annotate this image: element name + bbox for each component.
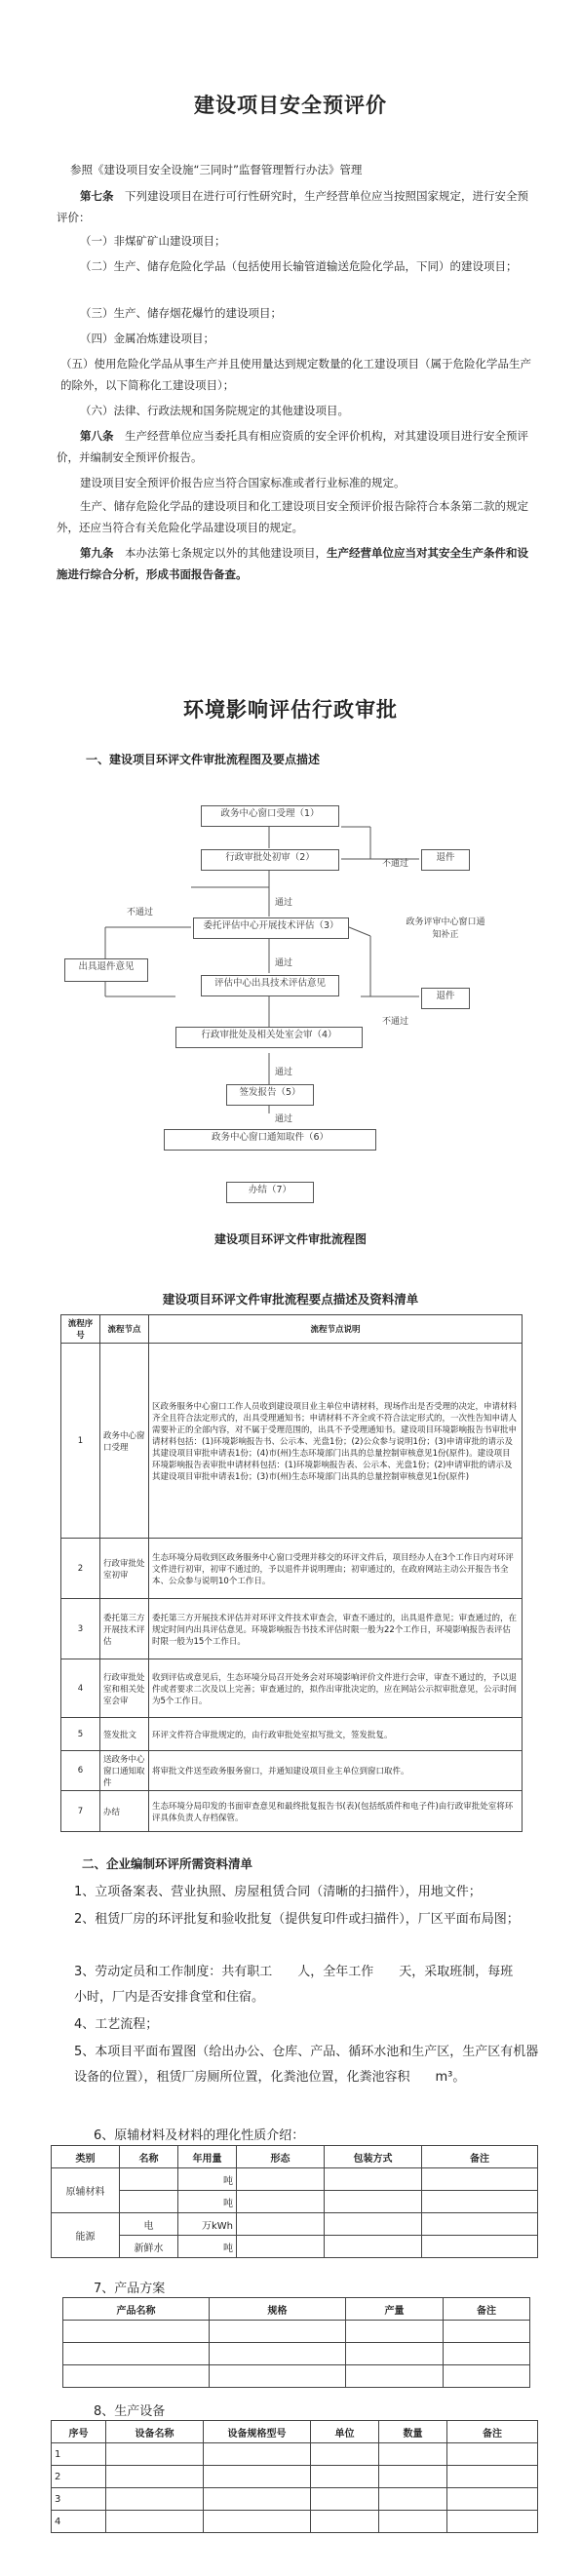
cell[interactable]: [444, 2321, 530, 2343]
materials-table-header: [52, 2146, 538, 2168]
flow-node-4: 评估中心出具技术评估意见: [201, 975, 339, 996]
cell-form[interactable]: [237, 2191, 325, 2213]
cell[interactable]: [204, 2466, 311, 2488]
product-table: [62, 2297, 530, 2388]
materials-table: [51, 2145, 538, 2258]
process-table-header: [61, 1315, 523, 1344]
cell-unit: 吨: [178, 2168, 237, 2191]
cell[interactable]: [444, 2343, 530, 2365]
section-1-heading: 一、建设项目环评文件审批流程图及要点描述: [86, 753, 321, 766]
cell[interactable]: [379, 2511, 447, 2533]
item-6: （六）法律、行政法规和国务院规定的其他建设项目。: [80, 404, 349, 417]
cell[interactable]: [311, 2511, 379, 2533]
cell-form[interactable]: [237, 2168, 325, 2191]
table-row: [52, 2236, 538, 2258]
cell[interactable]: [346, 2365, 444, 2388]
th-seq: 序号: [52, 2421, 106, 2443]
cell[interactable]: [204, 2511, 311, 2533]
cell[interactable]: [106, 2488, 204, 2511]
equipment-table: [51, 2420, 538, 2533]
cell-category: 原辅材料: [52, 2168, 120, 2213]
cell-unit: 吨: [178, 2236, 237, 2258]
cell[interactable]: [63, 2321, 210, 2343]
cell[interactable]: [106, 2511, 204, 2533]
row-desc: 区政务服务中心窗口工作人员收到建设项目业主单位申请材料，现场作出是否受理的决定，申请材料齐全且符合法定形式的，出具受理通知书；申请材料不齐全或不符合法定形式的，一次性告知申请人需要补正的全部内容，对不属于受理范围的，出具不予受理通知书。建设项目环境影响报告书审批申请材料包括：(1)环境影响报告书、公示本、光盘1份；(2)公众参与说明1份；(3)申请审批的请示及其建设项目审批申请表1份；(4)市(州)生态环境部门出具的总量控制审核意见1份(原件)。建设项目环境影响报告表审批申请材料包括：(1)环境影响报告表、公示本、光盘1份；(2)申请审批的请示及其建设项目审批申请表1份；(3)市(州)生态环境部门出具的总量控制审核意见1份(原件): [149, 1344, 523, 1539]
cell-seq: 3: [52, 2488, 106, 2511]
th-output: 产量: [346, 2298, 444, 2321]
article-7: [57, 185, 534, 228]
th-desc: 流程节点说明: [149, 1315, 523, 1344]
table-row: [52, 2511, 538, 2533]
article-9: [57, 542, 534, 585]
table-row: [52, 2443, 538, 2466]
table-row: [52, 2191, 538, 2213]
cell-form[interactable]: [237, 2213, 325, 2236]
row-desc: 生态环境分局收到区政务服务中心窗口受理并移交的环评文件后，项目经办人在3个工作日内对环评文件进行初审，初审不通过的，予以退件并说明理由；初审通过的，在政府网站主动公开报告书全本、公众参与说明10个工作日。: [149, 1539, 523, 1599]
cell-pack[interactable]: [325, 2236, 422, 2258]
cell[interactable]: [379, 2488, 447, 2511]
cell[interactable]: [204, 2443, 311, 2466]
cell-name: 新鲜水: [120, 2236, 178, 2258]
chem-paragraph: 生产、储存危险化学品的建设项目和化工建设项目安全预评价报告除符合本条第二款的规定外，还应当符合有关危险化学品建设项目的规定。: [57, 499, 528, 534]
th-equip-name: 设备名称: [106, 2421, 204, 2443]
article-7-text: 下列建设项目在进行可行性研究时，生产经营单位应当按照国家规定，进行安全预评价：: [57, 189, 528, 224]
cell[interactable]: [346, 2321, 444, 2343]
article-8: [57, 425, 534, 468]
row-no: 6: [61, 1751, 100, 1791]
table-row: [52, 2168, 538, 2191]
cell[interactable]: [63, 2343, 210, 2365]
row-desc: 生态环境分局印发的书面审查意见和最终批复报告书(表)(包括纸质件和电子件)由行政审批处室将环评具体负责人存档保管。: [149, 1791, 523, 1832]
table-row: [52, 2213, 538, 2236]
doc-title-env: 环境影响评估行政审批: [183, 698, 398, 722]
cell[interactable]: [447, 2466, 538, 2488]
table-row: [61, 1718, 523, 1751]
list2-item-1: 1、立项备案表、营业执照、房屋租赁合同（清晰的扫描件），用地文件；: [74, 1885, 482, 1899]
row-node: 行政审批处室初审: [100, 1539, 149, 1599]
item-2: （二）生产、储存危险化学品（包括使用长输管道输送危险化学品，下同）的建设项目；: [80, 259, 518, 273]
table-row: [63, 2365, 530, 2388]
row-node: 委托第三方开展技术评估: [100, 1599, 149, 1659]
flow-node-8: 办结（7）: [226, 1182, 314, 1203]
article-9-label: 第九条: [80, 546, 114, 560]
flow-label-fail-1: 不通过: [382, 859, 409, 869]
flow-reject-1: 退件: [421, 849, 470, 871]
cell[interactable]: [311, 2443, 379, 2466]
row-desc: 将审批文件送至政务服务窗口，并通知建设项目业主单位到窗口取件。: [149, 1751, 523, 1791]
th-category: 类别: [52, 2146, 120, 2168]
equipment-table-header: [52, 2421, 538, 2443]
cell-seq: 4: [52, 2511, 106, 2533]
row-desc: 收到评估或意见后，生态环境分局召开处务会对环境影响评价文件进行会审，审查不通过的，予以退件或者要求二次及以上完善；审查通过的，拟作出审批决定的，应在网站公示拟审批意见，公示时间为5个工作日。: [149, 1659, 523, 1718]
row-node: 签发批文: [100, 1718, 149, 1751]
item-5: （五）使用危险化学品从事生产并且使用量达到规定数量的化工建设项目（属于危险化学品生产的除外，以下简称化工建设项目）；: [60, 357, 531, 392]
cell-category: 能源: [52, 2213, 120, 2258]
th-name: 名称: [120, 2146, 178, 2168]
cell-remark[interactable]: [422, 2168, 538, 2191]
cell-seq: 2: [52, 2466, 106, 2488]
cell-form[interactable]: [237, 2236, 325, 2258]
flow-reject-opinion: 出具退件意见: [64, 958, 148, 982]
row-no: 1: [61, 1344, 100, 1539]
list2-item-3: 3、劳动定员和工作制度：共有职工 人，全年工作 天，采取班制，每班 小时，厂内是否安排食堂和住宿。: [74, 1965, 539, 2005]
cell-name[interactable]: [120, 2191, 178, 2213]
t3-title: 7、产品方案: [94, 2282, 166, 2296]
section-2-heading: 二、企业编制环评所需资料清单: [82, 1856, 253, 1871]
cell[interactable]: [311, 2466, 379, 2488]
table-row: [61, 1659, 523, 1718]
cell[interactable]: [204, 2488, 311, 2511]
flow-label-fail-2: 不通过: [127, 908, 154, 917]
th-equip-model: 设备规格型号: [204, 2421, 311, 2443]
flow-label-pass-3: 通过: [275, 1068, 293, 1077]
cell-name[interactable]: [120, 2168, 178, 2191]
t2-title: 6、原辅材料及材料的理化性质介绍：: [94, 2128, 305, 2143]
cell[interactable]: [447, 2511, 538, 2533]
th-remark: 备注: [444, 2298, 530, 2321]
cell-remark[interactable]: [422, 2191, 538, 2213]
cell[interactable]: [346, 2343, 444, 2365]
flow-node-2: 行政审批处初审（2）: [201, 849, 339, 871]
list2-item-4: 4、工艺流程；: [74, 2017, 159, 2032]
item-3: （三）生产、储存烟花爆竹的建设项目；: [80, 306, 282, 320]
table-row: [52, 2466, 538, 2488]
cell[interactable]: [210, 2365, 346, 2388]
table-row: [61, 1791, 523, 1832]
flow-node-6: 签发报告（5）: [226, 1084, 314, 1106]
flow-node-1: 政务中心窗口受理（1）: [201, 805, 339, 827]
flow-label-pass-4: 通过: [275, 1114, 293, 1124]
flow-node-5: 行政审批处及相关处室会审（4）: [175, 1027, 363, 1048]
cell-unit: 万kWh: [178, 2213, 237, 2236]
row-no: 4: [61, 1659, 100, 1718]
cell-name: 电: [120, 2213, 178, 2236]
cell[interactable]: [210, 2343, 346, 2365]
flow-label-fail-3: 不通过: [382, 1017, 409, 1027]
table-row: [63, 2321, 530, 2343]
cell-remark[interactable]: [422, 2213, 538, 2236]
cell[interactable]: [311, 2488, 379, 2511]
flow-reject-2: 退件: [421, 988, 470, 1009]
th-product-name: 产品名称: [63, 2298, 210, 2321]
flow-node-7: 政务中心窗口通知取件（6）: [164, 1129, 376, 1151]
table-row: [63, 2343, 530, 2365]
row-desc: 委托第三方开展技术评估并对环评文件技术审查会，审查不通过的，出具退件意见；审查通过的，在规定时间内出具评估意见。环境影响报告书技术评估时限一般为22个工作日，环境影响报告表评估时限一般为15个工作日。: [149, 1599, 523, 1659]
report-paragraph: 建设项目安全预评价报告应当符合国家标准或者行业标准的规定。: [80, 476, 406, 489]
row-node: 行政审批处室和相关处室会审: [100, 1659, 149, 1718]
cell[interactable]: [63, 2365, 210, 2388]
cell[interactable]: [379, 2443, 447, 2466]
cell-seq: 1: [52, 2443, 106, 2466]
article-8-text: 生产经营单位应当委托具有相应资质的安全评价机构，对其建设项目进行安全预评价，并编制安全预评价报告。: [57, 429, 528, 464]
list2-item-2: 2、租赁厂房的环评批复和验收批复（提供复印件或扫描件），厂区平面布局图；: [74, 1912, 520, 1927]
cell[interactable]: [447, 2488, 538, 2511]
cell[interactable]: [444, 2365, 530, 2388]
th-spec: 规格: [210, 2298, 346, 2321]
row-node: 送政务中心窗口通知取件: [100, 1751, 149, 1791]
article-8-label: 第八条: [80, 429, 114, 443]
flow-label-pass-2: 通过: [275, 958, 293, 968]
table-row: [61, 1599, 523, 1659]
flowchart-caption: 建设项目环评文件审批流程图: [213, 1232, 367, 1246]
cell-pack[interactable]: [325, 2168, 422, 2191]
row-no: 3: [61, 1599, 100, 1659]
th-packaging: 包装方式: [325, 2146, 422, 2168]
row-node: 办结: [100, 1791, 149, 1832]
th-unit: 单位: [311, 2421, 379, 2443]
article-9-text-a: 本办法第七条规定以外的其他建设项目，: [125, 546, 327, 560]
row-node: 政务中心窗口受理: [100, 1344, 149, 1539]
table-row: [52, 2488, 538, 2511]
cell[interactable]: [210, 2321, 346, 2343]
row-no: 7: [61, 1791, 100, 1832]
cell[interactable]: [379, 2466, 447, 2488]
th-qty: 数量: [379, 2421, 447, 2443]
cell-remark[interactable]: [422, 2236, 538, 2258]
table-row: [61, 1344, 523, 1539]
cell-pack[interactable]: [325, 2213, 422, 2236]
row-no: 2: [61, 1539, 100, 1599]
cell[interactable]: [106, 2466, 204, 2488]
th-form: 形态: [237, 2146, 325, 2168]
cell[interactable]: [106, 2443, 204, 2466]
process-table: [60, 1314, 523, 1832]
th-remark: 备注: [422, 2146, 538, 2168]
intro-text: 参照《建设项目安全设施“三同时”监督管理暂行办法》管理: [70, 163, 363, 176]
th-no: 流程序号: [61, 1315, 100, 1344]
table-row: [61, 1751, 523, 1791]
row-no: 5: [61, 1718, 100, 1751]
table1-title: 建设项目环评文件审批流程要点描述及资料清单: [162, 1292, 419, 1307]
doc-title-safety: 建设项目安全预评价: [194, 94, 387, 117]
flow-label-pass-1: 通过: [275, 898, 293, 908]
cell-pack[interactable]: [325, 2191, 422, 2213]
cell[interactable]: [447, 2443, 538, 2466]
th-node: 流程节点: [100, 1315, 149, 1344]
product-table-header: [63, 2298, 530, 2321]
flow-supplement-note: 政务评审中心窗口通知补正: [406, 917, 485, 940]
list2-item-5: 5、本项目平面布置图（给出办公、仓库、产品、循环水池和生产区，生产区有机器设备的位置），租赁厂房厕所位置，化粪池位置，化粪池容积 m³。: [74, 2045, 539, 2085]
th-remark: 备注: [447, 2421, 538, 2443]
article-9-text-b: 生产经营单位应当对其安全生产条件和设施进行综合分析，形成书面报告备查。: [57, 546, 528, 581]
flow-node-3: 委托评估中心开展技术评估（3）: [193, 917, 349, 939]
th-annual-use: 年用量: [178, 2146, 237, 2168]
row-desc: 环评文件符合审批规定的，由行政审批处室拟写批文，签发批复。: [149, 1718, 523, 1751]
t4-title: 8、生产设备: [94, 2404, 166, 2419]
table-row: [61, 1539, 523, 1599]
article-7-label: 第七条: [80, 189, 114, 203]
cell-unit: 吨: [178, 2191, 237, 2213]
item-4: （四）金属冶炼建设项目；: [80, 332, 214, 345]
item-1: （一）非煤矿矿山建设项目；: [80, 234, 226, 248]
